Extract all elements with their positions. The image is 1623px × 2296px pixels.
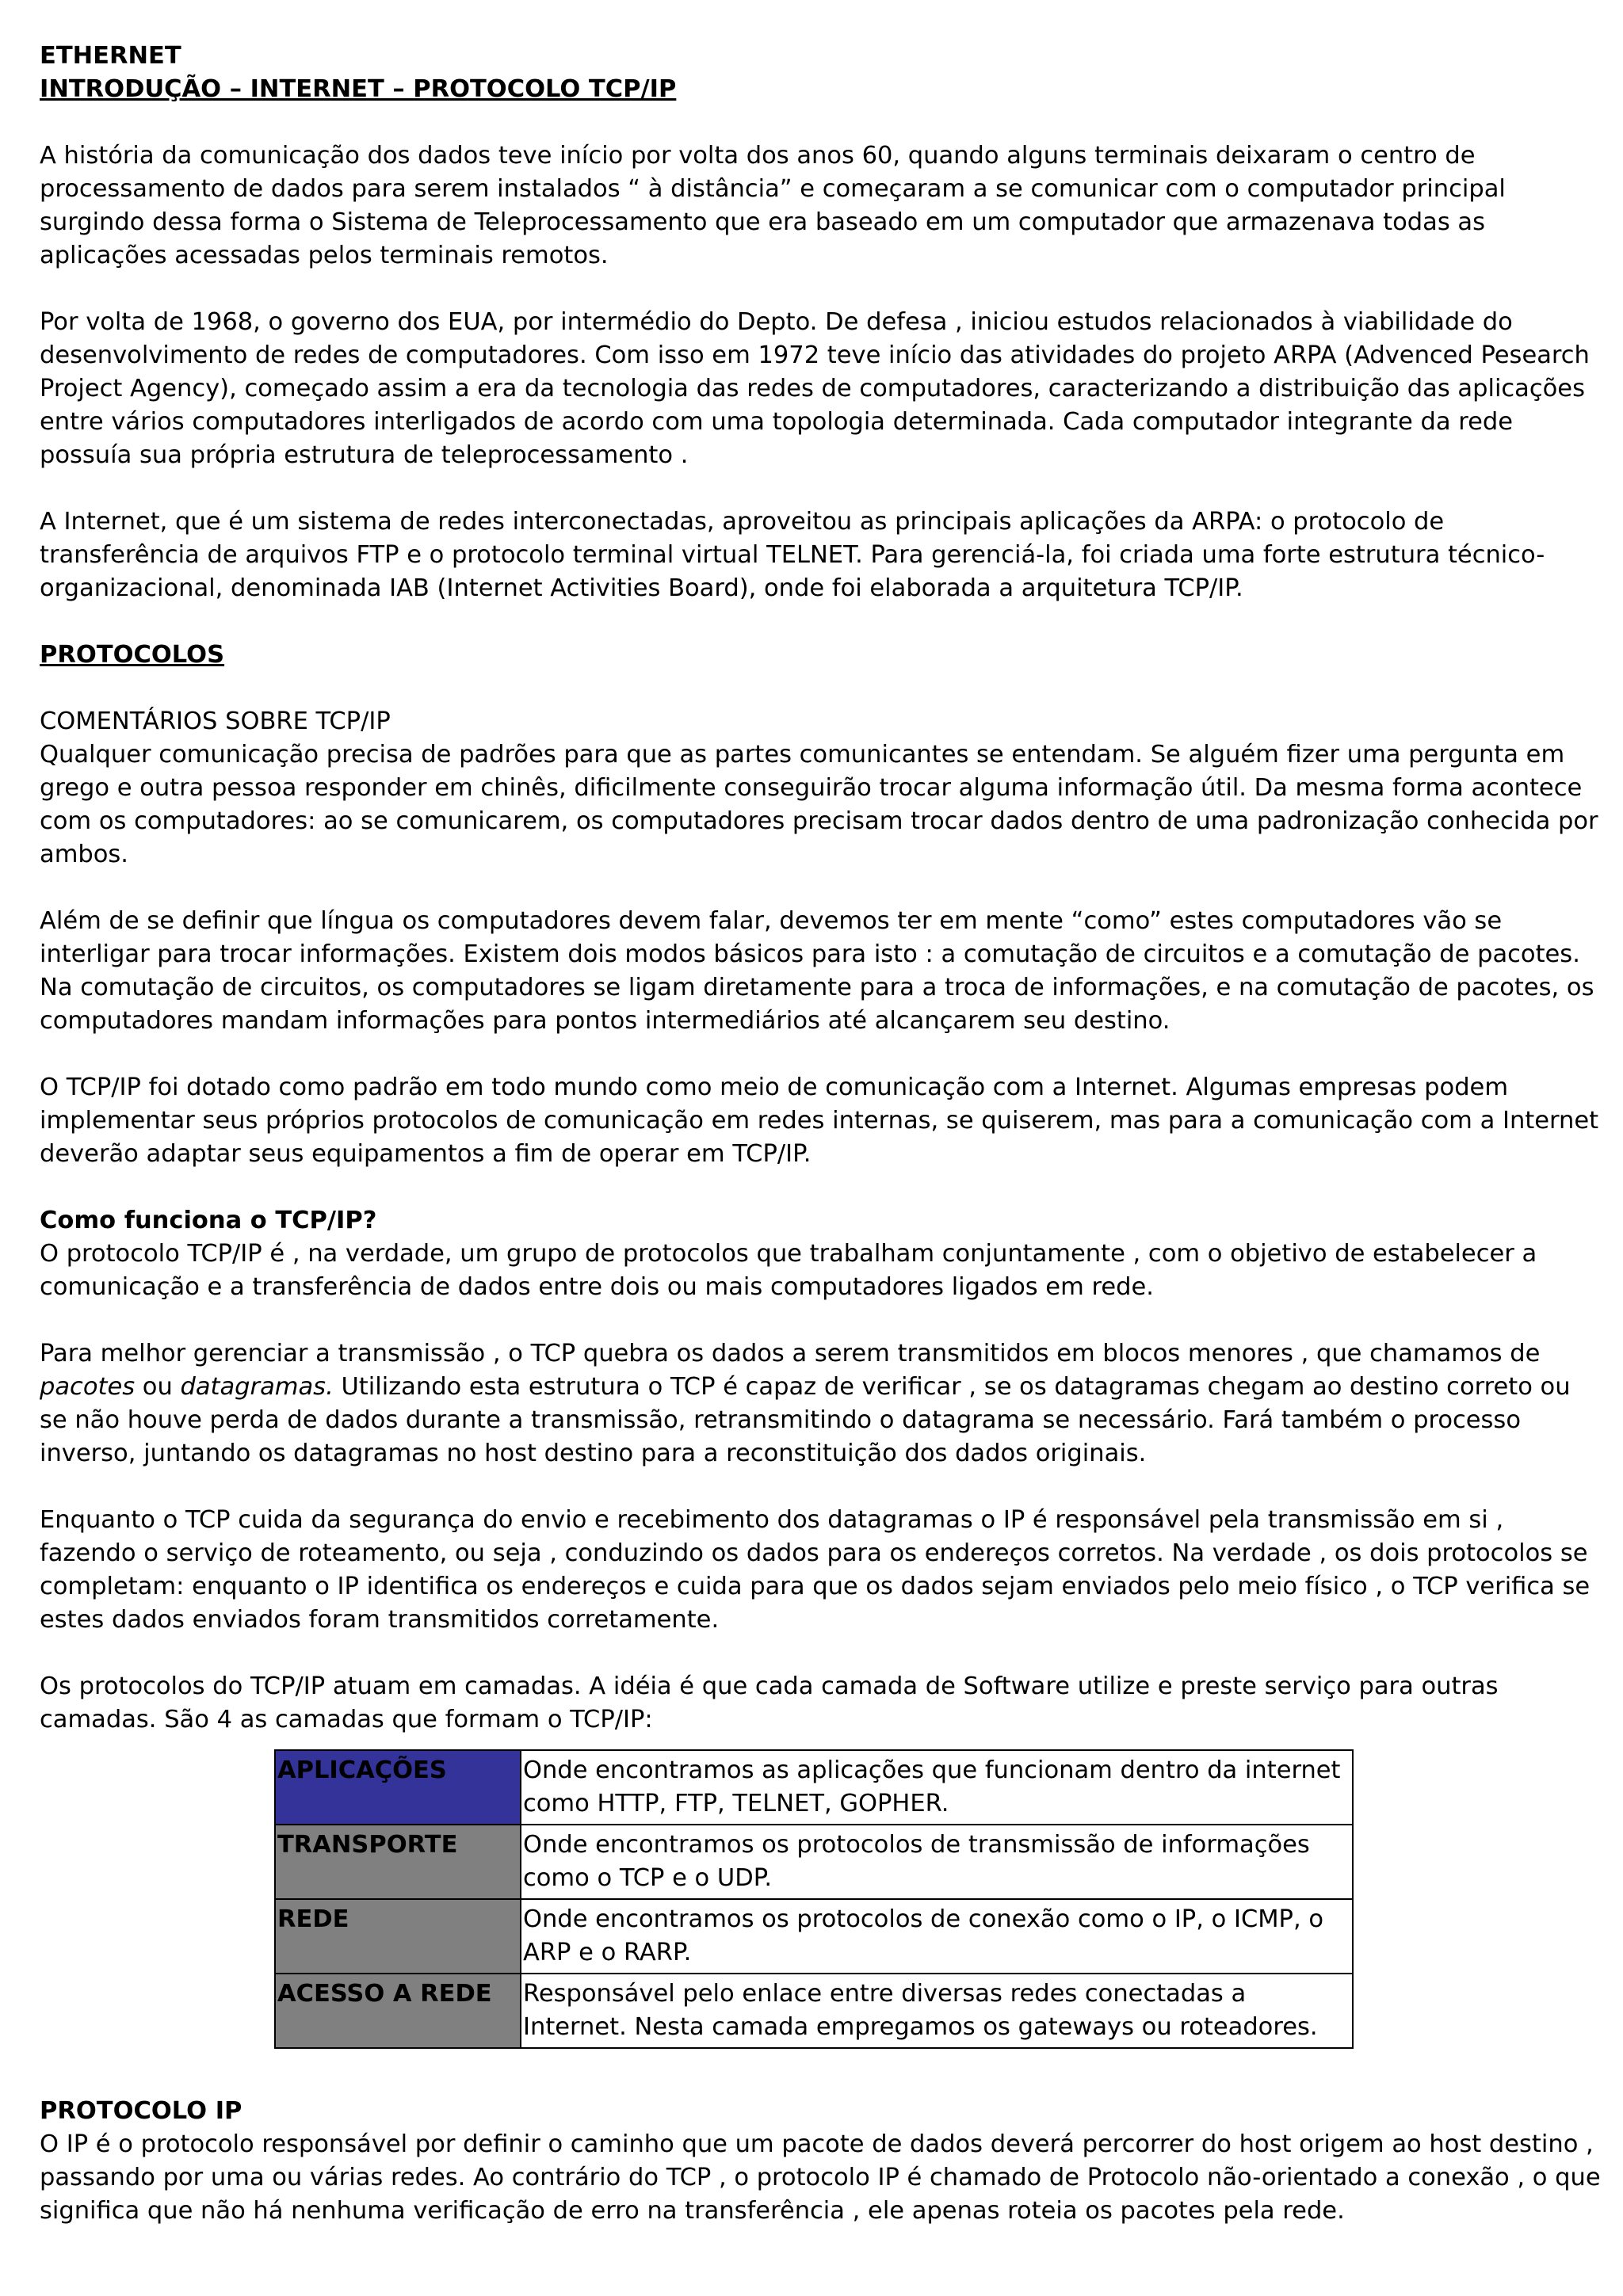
- como-paragraph-2: [40, 1337, 1601, 1470]
- ip-paragraph-1: O IP é o protocolo responsável por definir o caminho que um pacote de dados deverá percorrer do host origem ao host destino , passando por uma ou várias redes. Ao contrário do TCP , o protocolo IP é chamado de Protocolo não-orientado a conexão , o que significa que não há nenhuma verificação de erro na transferência , ele apenas roteia os pacotes pela rede.: [40, 2130, 1601, 2225]
- como-p2-text-e: Utilizando esta estrutura o TCP é capaz de verificar , se os datagramas chegam ao destino correto ou se não houve perda de dados durante a transmissão, retransmitindo o datagrama se necessário. Fará também o processo inverso, juntando os datagramas no host destino para a reconstituição dos dados originais.: [40, 1373, 1571, 1467]
- layer-desc: Onde encontramos os protocolos de conexão como o IP, o ICMP, o ARP e o RARP.: [521, 1899, 1353, 1974]
- table-row: [275, 1974, 1353, 2048]
- doc-title: ETHERNET: [40, 42, 181, 70]
- como-p2-text-c: ou: [135, 1373, 181, 1401]
- comentarios-paragraph-3: O TCP/IP foi dotado como padrão em todo mundo como meio de comunicação com a Internet. Algumas empresas podem implementar seus próprios protocolos de comunicação em redes internas, se quiserem, mas para a comunicação com a Internet deverão adaptar seus equipamentos a fim de operar em TCP/IP.: [40, 1074, 1599, 1168]
- layer-desc: Onde encontramos os protocolos de transmissão de informações como o TCP e o UDP.: [521, 1825, 1353, 1899]
- comentarios-heading: COMENTÁRIOS SOBRE TCP/IP: [40, 707, 391, 735]
- term-datagramas: datagramas.: [180, 1373, 334, 1401]
- document-page: [40, 40, 1601, 2228]
- layer-desc: Onde encontramos as aplicações que funcionam dentro da internet como HTTP, FTP, TELNET, GOPHER.: [521, 1750, 1353, 1825]
- como-heading: Como funciona o TCP/IP?: [40, 1207, 377, 1234]
- intro-paragraph-3: A Internet, que é um sistema de redes interconectadas, aproveitou as principais aplicações da ARPA: o protocolo de transferência de arquivos FTP e o protocolo terminal virtual TELNET. Para gerenciá-la, foi criada uma forte estrutura técnico-organizacional, denominada IAB (Internet Activities Board), onde foi elaborada a arquitetura TCP/IP.: [40, 508, 1545, 602]
- layer-name: REDE: [275, 1899, 521, 1974]
- intro-paragraph-1: A história da comunicação dos dados teve início por volta dos anos 60, quando alguns terminais deixaram o centro de processamento de dados para serem instalados “ à distância” e começaram a se comunicar com o computador principal surgindo dessa forma o Sistema de Teleprocessamento que era baseado em um computador que armazenava todas as aplicações acessadas pelos terminais remotos.: [40, 142, 1506, 269]
- comentarios-paragraph-2: Além de se definir que língua os computadores devem falar, devemos ter em mente “como” estes computadores vão se interligar para trocar informações. Existem dois modos básicos para isto : a comutação de circuitos e a comutação de pacotes. Na comutação de circuitos, os computadores se ligam diretamente para a troca de informações, e na comutação de pacotes, os computadores mandam informações para pontos intermediários até alcançarem seu destino.: [40, 907, 1594, 1035]
- como-paragraph-4: Os protocolos do TCP/IP atuam em camadas. A idéia é que cada camada de Software utilize e preste serviço para outras camadas. São 4 as camadas que formam o TCP/IP:: [40, 1672, 1499, 1733]
- layers-table: [274, 1749, 1354, 2049]
- layer-name: ACESSO A REDE: [275, 1974, 521, 2048]
- como-paragraph-3: Enquanto o TCP cuida da segurança do envio e recebimento dos datagramas o IP é responsável pela transmissão em si , fazendo o serviço de roteamento, ou seja , conduzindo os dados para os endereços corretos. Na verdade , os dois protocolos se completam: enquanto o IP identifica os endereços e cuida para que os dados sejam enviados pelo meio físico , o TCP verifica se estes dados enviados foram transmitidos corretamente.: [40, 1506, 1591, 1634]
- layer-desc: Responsável pelo enlace entre diversas redes conectadas a Internet. Nesta camada empregamos os gateways ou roteadores.: [521, 1974, 1353, 2048]
- protocolos-heading: PROTOCOLOS: [40, 641, 225, 669]
- table-row: [275, 1750, 1353, 1825]
- term-pacotes: pacotes: [40, 1373, 136, 1401]
- ip-heading: PROTOCOLO IP: [40, 2097, 242, 2125]
- comentarios-paragraph-1: Qualquer comunicação precisa de padrões para que as partes comunicantes se entendam. Se alguém fizer uma pergunta em grego e outra pessoa responder em chinês, dificilmente conseguirão trocar alguma informação útil. Da mesma forma acontece com os computadores: ao se comunicarem, os computadores precisam trocar dados dentro de uma padronização conhecida por ambos.: [40, 741, 1598, 868]
- layer-name: APLICAÇÕES: [275, 1750, 521, 1825]
- layer-name: TRANSPORTE: [275, 1825, 521, 1899]
- como-paragraph-1: O protocolo TCP/IP é , na verdade, um grupo de protocolos que trabalham conjuntamente , com o objetivo de estabelecer a comunicação e a transferência de dados entre dois ou mais computadores ligados em rede.: [40, 1240, 1537, 1301]
- como-p2-text-a: Para melhor gerenciar a transmissão , o TCP quebra os dados a serem transmitidos em blocos menores , que chamamos de: [40, 1340, 1541, 1367]
- intro-paragraph-2: Por volta de 1968, o governo dos EUA, por intermédio do Depto. De defesa , iniciou estudos relacionados à viabilidade do desenvolvimento de redes de computadores. Com isso em 1972 teve início das atividades do projeto ARPA (Advenced Pesearch Project Agency), começado assim a era da tecnologia das redes de computadores, caracterizando a distribuição das aplicações entre vários computadores interligados de acordo com uma topologia determinada. Cada computador integrante da rede possuía sua própria estrutura de teleprocessamento .: [40, 308, 1590, 469]
- table-row: [275, 1899, 1353, 1974]
- doc-subtitle: INTRODUÇÃO – INTERNET – PROTOCOLO TCP/IP: [40, 75, 677, 103]
- table-row: [275, 1825, 1353, 1899]
